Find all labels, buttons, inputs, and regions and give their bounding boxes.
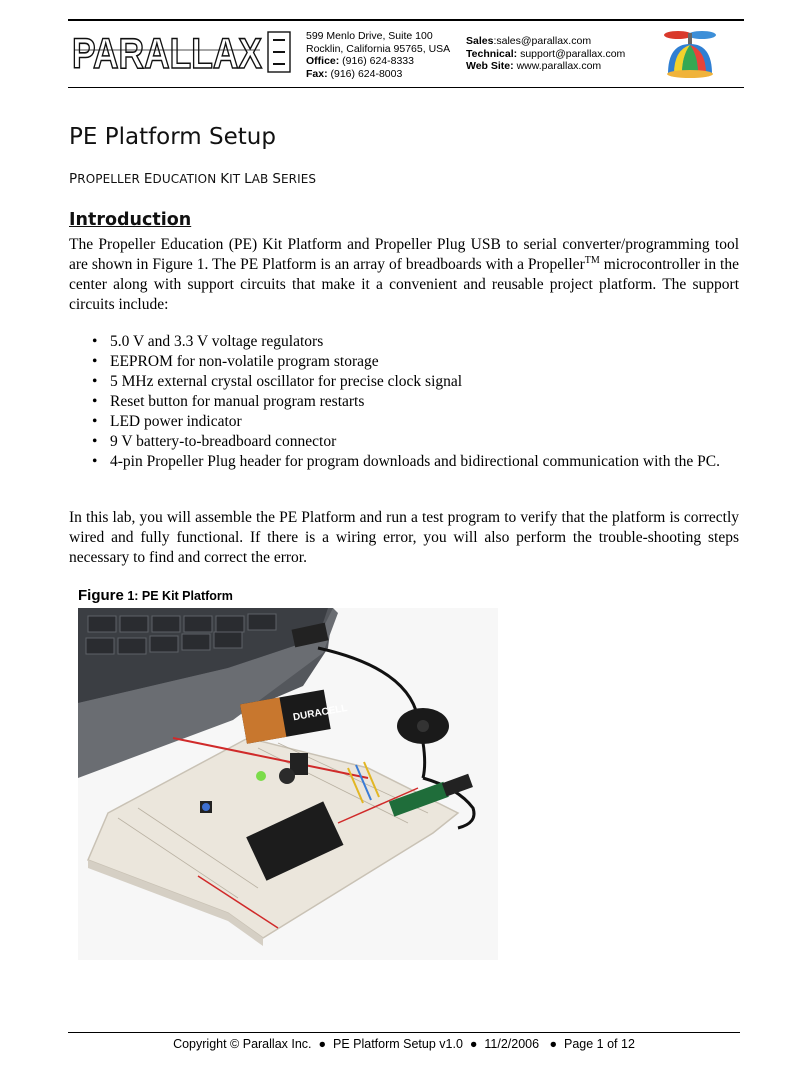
propeller-beanie-icon: [662, 26, 718, 80]
header-rule-bottom: [68, 87, 744, 88]
list-item: • 9 V battery-to-breadboard connector: [94, 432, 739, 452]
address-line-1: 599 Menlo Drive, Suite 100: [306, 30, 433, 42]
sales-contact: [466, 35, 625, 48]
fax-value: (916) 624-8003: [327, 67, 403, 80]
footer-separator: ●: [318, 1037, 327, 1051]
footer-separator: ●: [469, 1037, 478, 1051]
footer-date: 11/2/2006: [484, 1037, 540, 1051]
office-phone: [306, 55, 450, 68]
fax-label: Fax:: [306, 67, 328, 80]
company-contact: [466, 35, 625, 73]
list-item: • 5.0 V and 3.3 V voltage regulators: [94, 332, 739, 352]
footer-copyright: Copyright © Parallax Inc.: [173, 1037, 312, 1051]
support-circuits-list: [94, 332, 739, 472]
lab-paragraph: In this lab, you will assemble the PE Platform and run a test program to verify that the platform is correctly wired and fully functional. If there is a wiring error, you will also perform the trouble-shooting steps necessary to find and correct the error.: [69, 509, 739, 566]
page-title: PE Platform Setup: [69, 124, 276, 150]
fax-number: [306, 68, 450, 81]
address-line-2: Rocklin, California 95765, USA: [306, 42, 451, 55]
footer-page-number: Page 1 of 12: [564, 1037, 635, 1051]
parallax-logo: [70, 28, 296, 76]
web-contact: [466, 60, 625, 73]
office-label: Office:: [306, 55, 340, 67]
list-item: • EEPROM for non-volatile program storage: [94, 352, 739, 372]
web-label: Web Site:: [466, 60, 514, 72]
sales-value: :sales@parallax.com: [493, 35, 592, 47]
list-item: • Reset button for manual program restarts: [94, 392, 739, 412]
list-item: • 4-pin Propeller Plug header for program downloads and bidirectional communication with the PC.: [94, 452, 739, 472]
technical-label: Technical:: [466, 47, 518, 60]
parallax-logo-text: PARALLAX: [72, 30, 263, 76]
section-heading-introduction: Introduction: [69, 210, 192, 230]
trademark-mark: TM: [584, 254, 600, 266]
header-rule-top: [68, 19, 744, 21]
office-value: (916) 624-8333: [339, 55, 414, 67]
page-footer: [0, 1037, 808, 1051]
sales-label: Sales: [466, 35, 494, 47]
company-address: [306, 30, 450, 80]
figure-caption: Figure 1: PE Kit Platform: [78, 587, 233, 604]
footer-doc-version: PE Platform Setup v1.0: [332, 1037, 463, 1051]
technical-contact: [466, 48, 625, 61]
list-item: • LED power indicator: [94, 412, 739, 432]
footer-rule: [68, 1032, 740, 1033]
list-item: • 5 MHz external crystal oscillator for precise clock signal: [94, 372, 739, 392]
battery-label: DURACELL: [292, 702, 349, 724]
pe-kit-platform-photo: [78, 608, 498, 960]
web-value: www.parallax.com: [513, 60, 602, 72]
intro-paragraph: The Propeller Education (PE) Kit Platform and Propeller Plug USB to serial converter/programming tool are shown in Figure 1. The PE Platform is an array of breadboards with a Propeller™ microcontroller in the center along with support circuits that make it a convenient and reusable project platform. The support circuits include:: [69, 236, 739, 313]
footer-separator: ●: [549, 1037, 558, 1051]
series-subtitle: PROPELLER EDUCATION KIT LAB SERIES: [69, 171, 317, 187]
technical-value: support@parallax.com: [517, 47, 626, 60]
